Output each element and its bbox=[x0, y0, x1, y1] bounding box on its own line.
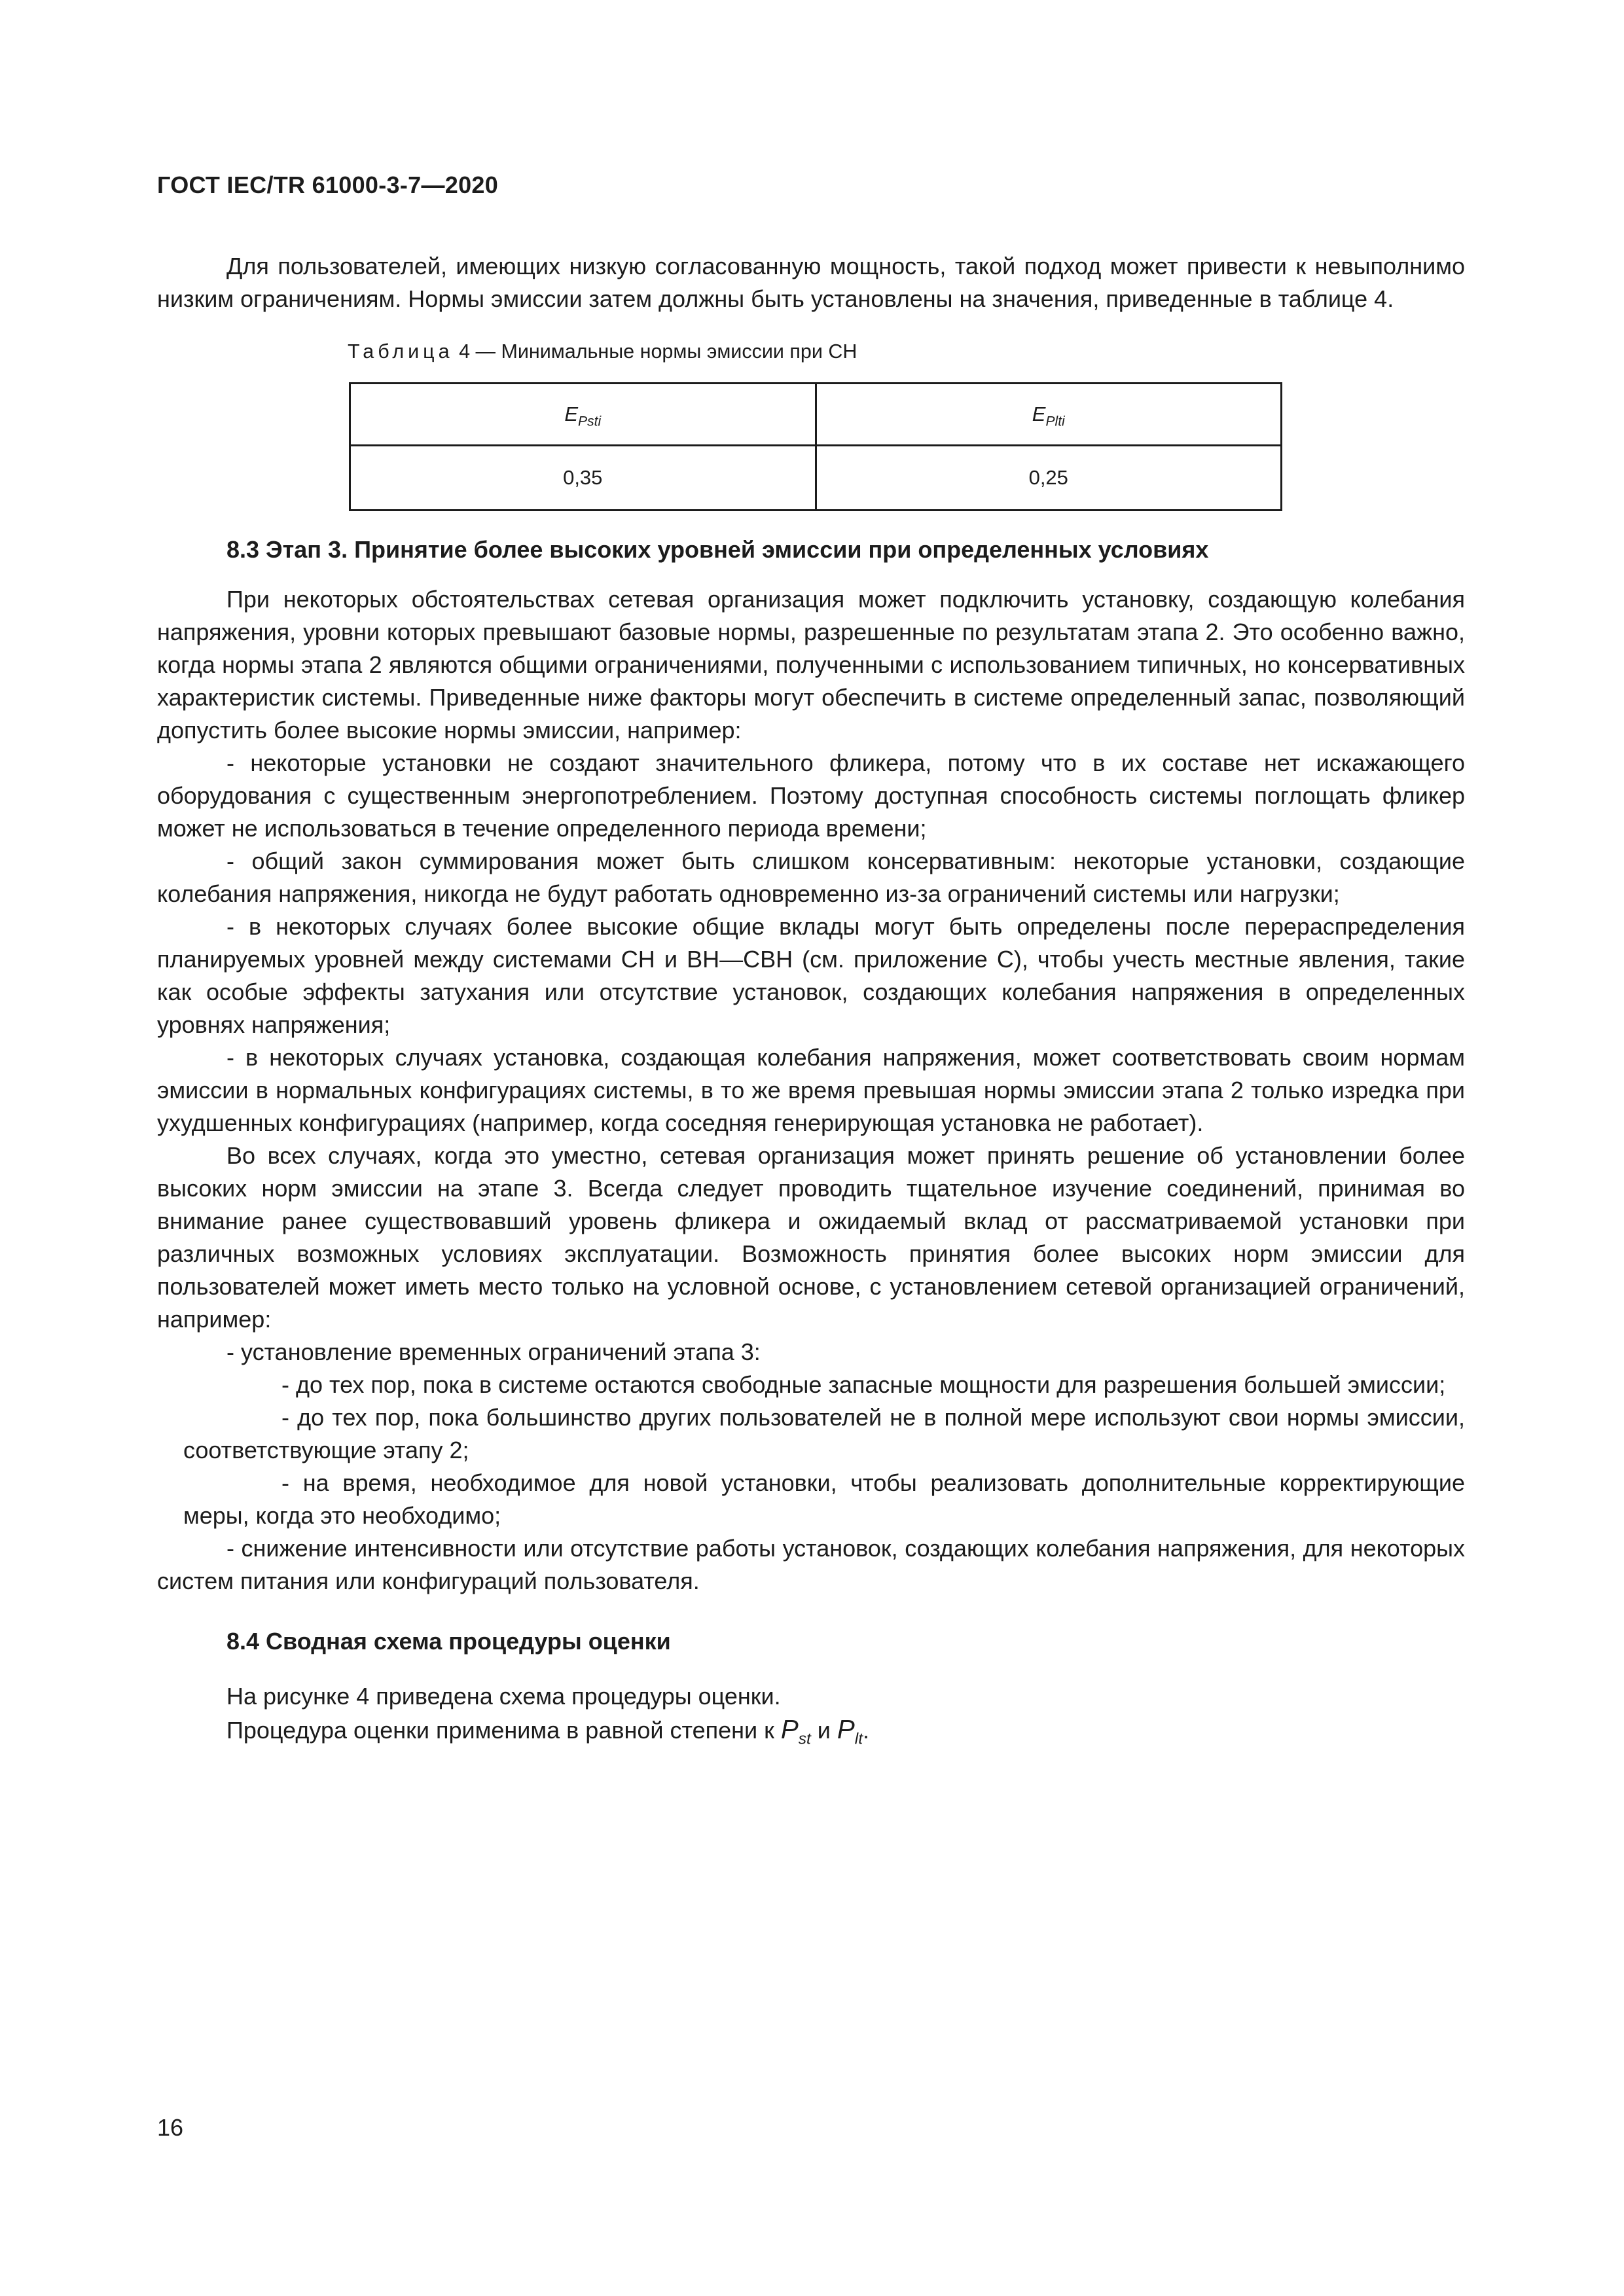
sub-list-item: - до тех пор, пока большинство других пользователей не в полной мере используют свои нормы эмиссии, соответствующие этапу 2; bbox=[183, 1404, 1465, 1463]
table-caption bbox=[348, 338, 1465, 365]
intro-paragraph: Для пользователей, имеющих низкую согласованную мощность, такой подход может привести к невыполнимо низким ограничениям. Нормы эмиссии затем должны быть установлены на значения, приведенные в таблице 4. bbox=[157, 253, 1465, 312]
table-cell-e-plti-value: 0,25 bbox=[816, 446, 1282, 511]
section-8-3-heading: 8.3 Этап 3. Принятие более высоких уровней эмиссии при определенных условиях bbox=[226, 536, 1209, 563]
table-cell-e-psti-value: 0,35 bbox=[350, 446, 816, 511]
list-item: - некоторые установки не создают значительного фликера, потому что в их составе нет искажающего оборудования с существенным энергопотреблением. Поэтому доступная способность системы поглощать фликер может не использоваться в течение определенного периода времени; bbox=[157, 749, 1465, 842]
document-header: ГОСТ IEC/TR 61000-3-7—2020 bbox=[157, 171, 499, 198]
table-row bbox=[350, 446, 1282, 511]
list-item: - общий закон суммирования может быть слишком консервативным: некоторые установки, создающие колебания напряжения, никогда не будут работать одновременно из-за ограничений системы или нагрузки; bbox=[157, 848, 1465, 907]
sub-list-item: - на время, необходимое для новой установки, чтобы реализовать дополнительные корректирующие меры, когда это необходимо; bbox=[183, 1469, 1465, 1529]
list-item: - в некоторых случаях более высокие общие вклады могут быть определены после перераспределения планируемых уровней между системами СН и ВН—СВН (см. приложение С), чтобы учесть местные явления, такие как особые эффекты затухания или отсутствие установок, создающих колебания напряжения в определенных уровнях напряжения; bbox=[157, 913, 1465, 1038]
section-8-4-heading: 8.4 Сводная схема процедуры оценки bbox=[226, 1628, 671, 1655]
section-8-4-line-2: Процедура оценки применима в равной степени к $P_{st}$ и $P_{lt}$. bbox=[226, 1714, 870, 1748]
sub-list-item: - до тех пор, пока в системе остаются свободные запасные мощности для разрешения большей эмиссии; bbox=[281, 1371, 1446, 1398]
table-caption-text: 4 — Минимальные нормы эмиссии при СН bbox=[453, 340, 857, 363]
table-caption-label: Таблица bbox=[348, 340, 454, 363]
table-header-e-psti: $E_{Psti}$ bbox=[350, 384, 816, 446]
page-content bbox=[157, 250, 1465, 1747]
section-8-4-line-1: На рисунке 4 приведена схема процедуры оценки. bbox=[226, 1683, 781, 1710]
list-item: - в некоторых случаях установка, создающая колебания напряжения, может соответствовать своим нормам эмиссии в нормальных конфигурациях системы, в то же время превышая нормы эмиссии этапа 2 только изредка при ухудшенных конфигурациях (например, когда соседняя генерирующая установка не работает). bbox=[157, 1044, 1465, 1136]
table-header-row bbox=[350, 384, 1282, 446]
list-item: - снижение интенсивности или отсутствие работы установок, создающих колебания напряжения, для некоторых систем питания или конфигураций пользователя. bbox=[157, 1535, 1465, 1594]
page-number: 16 bbox=[157, 2114, 184, 2141]
section-8-3-paragraph-1: При некоторых обстоятельствах сетевая организация может подключить установку, создающую колебания напряжения, уровни которых превышают базовые нормы, разрешенные по результатам этапа 2. Это особенно важно, когда нормы этапа 2 являются общими ограничениями, полученными с использованием типичных, но консервативных характеристик системы. Приведенные ниже факторы могут обеспечить в системе определенный запас, позволяющий допустить более высокие нормы эмиссии, например: bbox=[157, 586, 1465, 744]
sub-list-lead: - установление временных ограничений этапа 3: bbox=[226, 1338, 761, 1365]
section-8-3-paragraph-2: Во всех случаях, когда это уместно, сетевая организация может принять решение об установлении более высоких норм эмиссии на этапе 3. Всегда следует проводить тщательное изучение соединений, принимая во внимание ранее существовавший уровень фликера и ожидаемый вклад от рассматриваемой установки при различных возможных условиях эксплуатации. Возможность принятия более высоких норм эмиссии для пользователей может иметь место только на условной основе, с установлением сетевой организацией ограничений, например: bbox=[157, 1142, 1465, 1333]
emission-norms-table bbox=[349, 382, 1282, 511]
sub-list bbox=[157, 1369, 1465, 1532]
table-header-e-plti: $E_{Plti}$ bbox=[816, 384, 1282, 446]
